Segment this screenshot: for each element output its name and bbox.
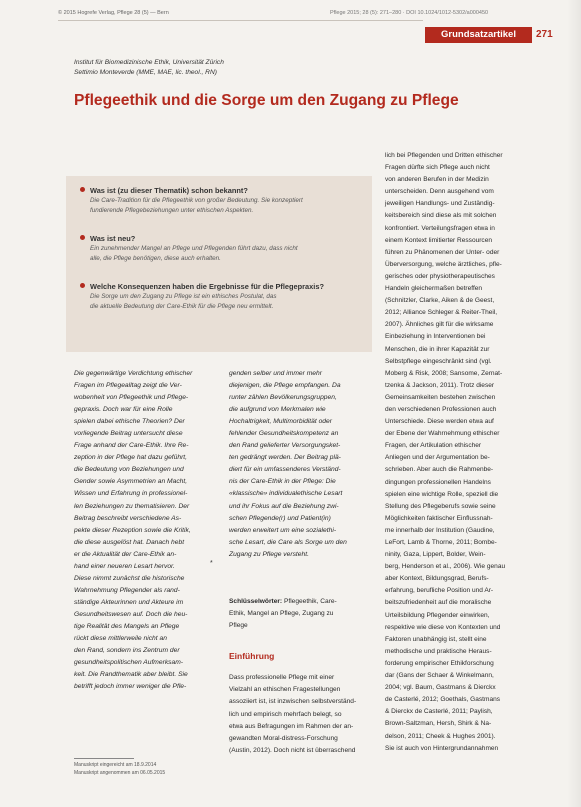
abstract-line: len Beziehungen zu thematisieren. Der: [74, 502, 190, 510]
body-line: jeweiligen Handlungs- und Zuständig-: [385, 200, 495, 208]
intro-text: [229, 672, 369, 757]
body-line: unterscheiden. Denn ausgehend vom: [385, 188, 494, 196]
body-line: einem Kontext limitierter Ressourcen: [385, 236, 492, 244]
abstract-line: vorliegende Beitrag untersucht diese: [74, 430, 183, 438]
abstract-line: fehlender Gesundheitskompetenz an: [229, 430, 339, 438]
body-line: Menschen, die in ihrer Kapazität zur: [385, 345, 490, 353]
footnote: [74, 762, 165, 777]
body-line: Unterschiede. Diese werden etwa auf: [385, 418, 494, 426]
abstract-line: hand einer neueren Lesart hervor.: [74, 562, 175, 570]
key-question: Was ist neu?: [90, 234, 136, 243]
body-line: forderung empirischer Ethikforschung: [385, 659, 494, 667]
journal-header-right: Pflege 2015; 28 (5): 271–280 · DOI 10.1024/1012-5302/a000450: [330, 10, 489, 16]
abstract-line: diejenigen, die Pflege empfangen. Da: [229, 382, 341, 390]
key-item: [80, 282, 324, 312]
body-line: LeFort, Lamb & Thorne, 2011; Bombe-: [385, 539, 497, 546]
body-line: 2012; Alliance Schleger & Reiter-Theil,: [385, 309, 498, 317]
keywords-text: Ethik, Mangel an Pflege, Zugang zu: [229, 610, 334, 617]
key-answer-line: alle, die Pflege benötigen, diese auch erhalten.: [90, 254, 221, 262]
keywords-label: Schlüsselwörter:: [229, 598, 283, 605]
body-line: & Dierckx de Casterlé, 2011; Paylish,: [385, 708, 493, 716]
abstract-line: den Rand gelieferter Versorgungsket-: [229, 442, 341, 450]
body-line: lich bei Pflegenden und Dritten ethischer: [385, 152, 503, 159]
abstract-line: betrifft jedoch immer weniger die Pfle-: [74, 683, 187, 691]
key-question: Welche Konsequenzen haben die Ergebnisse für die Pflegepraxis?: [90, 282, 324, 291]
abstract-line: pekte dieser Rezeption sowie die Kritik,: [74, 526, 191, 534]
abstract-line: gesundheitspolitischen Aufmerksam-: [74, 659, 184, 667]
abstract-line: Hochaltrigkeit, Multimorbidität oder: [229, 418, 332, 426]
body-line: Sie ist auch von Hintergrundannahmen: [385, 744, 499, 752]
abstract-line: den Rand, sondern ins Zentrum der: [74, 647, 180, 655]
body-line: respektive wie diese von Kontexten und: [385, 623, 501, 631]
keywords: [229, 596, 369, 632]
body-line: 2007). Ähnliches gilt für die wirksame: [385, 321, 494, 329]
abstract-line: rückt diese mittlerweile nicht an: [74, 635, 167, 643]
key-answer: [90, 196, 303, 216]
body-line: führen zu Phänomenen der Unter- oder: [385, 248, 500, 256]
abstract-line: ständige Akteurinnen und Akteure im: [74, 598, 184, 606]
body-line: konfrontiert. Verteilungsfragen etwa in: [385, 224, 495, 232]
footnote-divider: [74, 758, 134, 759]
abstract-line: wobenheit von Pflegeethik und Pflege-: [74, 394, 189, 402]
section-label: Grundsatzartikel: [425, 27, 532, 43]
abstract-column-1: [74, 368, 210, 693]
bullet-icon: [80, 235, 85, 240]
body-line: me innerhalb der Institution (Gaudine,: [385, 526, 495, 534]
keywords-text: Pflegeethik, Care-: [282, 598, 337, 605]
abstract-line: runter zählen Bevölkerungsgruppen,: [229, 394, 337, 402]
body-line: von anderen Berufen in der Medizin: [385, 176, 489, 184]
abstract-line: diert für ein umfassenderes Verständ-: [229, 466, 341, 474]
abstract-line: Beitrag beschreibt verschiedene As-: [74, 514, 182, 522]
annotation-marker: *: [210, 560, 213, 567]
article-title: Pflegeethik und die Sorge um den Zugang zu Pflege: [74, 92, 459, 109]
body-line: Handeln gleichermaßen betreffen: [385, 285, 483, 293]
affiliation-line: Institut für Biomedizinische Ethik, Universität Zürich: [74, 59, 224, 66]
body-line: Anliegen und der Argumentation be-: [385, 454, 490, 462]
abstract-line: und ihr Fokus auf die Beziehung zwi-: [229, 502, 339, 510]
key-answer-line: Die Care-Tradition für die Pflegeethik von großer Bedeutung. Sie konzeptiert: [90, 197, 303, 204]
footnote-line: Manuskript angenommen am 06.05.2015: [74, 769, 166, 776]
key-answer-line: Die Sorge um den Zugang zu Pflege ist ein ethisches Postulat, das: [90, 293, 277, 300]
author-affiliation: [74, 58, 224, 78]
body-line: delson, 2011; Cheek & Hughes 2001).: [385, 732, 496, 740]
abstract-line: Wissen und Erfahrung in professionel-: [74, 490, 188, 498]
abstract-line: keit. Die Randthematik aber bleibt. Sie: [74, 671, 188, 679]
body-line: aber Kontext, Bildungsgrad, Berufs-: [385, 575, 489, 583]
body-line: etwa aus Befragungen im Rahmen der an-: [229, 722, 354, 730]
abstract-line: sche Lesart, die Care als Sorge um den: [229, 538, 347, 546]
body-line: 2004; vgl. Baum, Gastmans & Dierckx: [385, 684, 496, 692]
key-answer: [90, 244, 298, 264]
body-line: de Casterlé, 2012; Goethals, Gastmans: [385, 696, 500, 704]
abstract-line: genden selber und immer mehr: [229, 370, 322, 377]
author-name: Settimio Monteverde (MME, MAE, lic. theol., RN): [74, 69, 217, 76]
abstract-line: er die Aktualität der Care-Ethik an-: [74, 550, 177, 558]
body-line: Selbstpflege eingeschränkt sind (vgl.: [385, 357, 492, 365]
body-line: lich und empirisch mehrfach belegt, so: [229, 710, 342, 718]
body-line: Urteilsbildung Pflegender einwirken,: [385, 611, 490, 619]
body-line: Überversorgung, welche ärztliches, pfle-: [385, 260, 502, 268]
key-answer: [90, 292, 324, 312]
abstract-line: tige Realität des Mangels an Pflege: [74, 622, 180, 630]
section-heading: Einführung: [229, 651, 275, 661]
body-line: schrieben. Aber auch die Rahmenbe-: [385, 466, 494, 474]
footnote-line: Manuskript eingereicht am 18.9.2014: [74, 762, 157, 768]
abstract-line: werden erweitert um eine sozialethi-: [229, 526, 337, 534]
body-line: Vielzahl an ethischen Fragestellungen: [229, 686, 341, 694]
body-line: keitsbereich sind diese als mit solchen: [385, 212, 497, 220]
body-line: gewandten Moral-distress-Forschung: [229, 735, 338, 743]
key-questions-box: [66, 176, 372, 352]
abstract-line: Fragen im Pflegealltag zeigt die Ver-: [74, 382, 182, 390]
body-line: gerisches oder physiotherapeutisches: [385, 272, 495, 280]
abstract-line: Die gegenwärtige Verdichtung ethischer: [74, 370, 193, 377]
bullet-icon: [80, 283, 85, 288]
body-line: dar (Gans der Schaer & Winkelmann,: [385, 672, 494, 680]
body-line: der Ebene der Wahrnehmung ethischer: [385, 430, 500, 438]
key-item: [80, 234, 298, 264]
key-item: [80, 186, 303, 216]
abstract-line: die Bedeutung von Beziehungen und: [74, 466, 184, 474]
bullet-icon: [80, 187, 85, 192]
body-line: Stellung des Pflegeberufs sowie seine: [385, 502, 496, 510]
abstract-column-2: [229, 368, 369, 561]
page-edge-shadow: [567, 0, 581, 807]
key-question: Was ist (zu dieser Thematik) schon bekannt?: [90, 186, 248, 195]
abstract-line: die aufgrund von Merkmalen wie: [229, 406, 326, 414]
abstract-line: gepraxis. Doch war für eine Rolle: [74, 406, 173, 414]
abstract-line: die diese ausgelöst hat. Danach hebt: [74, 538, 185, 546]
body-line: Möglichkeiten faktischer Einflussnah-: [385, 514, 493, 522]
abstract-line: Diese nimmt zunächst die historische: [74, 574, 185, 582]
body-line: Einbeziehung in Interventionen bei: [385, 333, 486, 341]
body-line: tzenka & Jackson, 2011). Trotz dieser: [385, 381, 495, 389]
body-line: dingungen professionellen Handelns: [385, 478, 491, 486]
abstract-line: Wahrnehmung Pflegender als rand-: [74, 586, 180, 594]
body-line: erfahrung, berufliche Position und Ar-: [385, 587, 494, 595]
body-line: Moberg & Risk, 2008; Sansome, Zernat-: [385, 369, 503, 377]
abstract-line: «klassische» individualethische Lesart: [229, 490, 343, 498]
abstract-line: zeption in der Pflege hat dazu geführt,: [74, 454, 188, 462]
body-line: Fragen dürfte sich Pflege auch nicht: [385, 164, 490, 172]
body-text-right-column: [385, 150, 531, 755]
abstract-line: spielen dabei ethische Theorien? Der: [74, 418, 185, 426]
body-line: assoziiert ist, ist inzwischen selbstverständ-: [229, 698, 357, 706]
body-line: (Schnitzler, Clarke, Aiken & de Geest,: [385, 297, 495, 305]
body-line: ninity, Gaza, Lippert, Bolder, Wein-: [385, 551, 486, 559]
abstract-line: Gesundheitswesen auf. Doch die heu-: [74, 610, 188, 618]
body-line: berg, Henderson et al., 2006). Wie genau: [385, 563, 506, 571]
page-number: 271: [536, 29, 553, 40]
abstract-line: ten gedrängt werden. Der Beitrag plä-: [229, 454, 341, 462]
header-divider: [58, 20, 423, 21]
key-answer-line: fundierende Pflegebeziehungen unter ethischen Aspekten.: [90, 206, 254, 214]
abstract-line: Zugang zu Pflege versteht.: [229, 550, 309, 558]
body-line: spielen eine wichtige Rolle, speziell die: [385, 490, 499, 498]
body-line: beitszufriedenheit auf die moralische: [385, 599, 492, 607]
body-line: methodische und praktische Heraus-: [385, 647, 492, 655]
body-line: (Austin, 2012). Doch nicht ist überraschend: [229, 747, 356, 755]
keywords-text: Pflege: [229, 622, 248, 629]
body-line: Gemeinsamkeiten bestehen zwischen: [385, 393, 496, 401]
key-answer-line: Ein zunehmender Mangel an Pflege und Pflegenden führt dazu, dass nicht: [90, 245, 298, 252]
abstract-line: Frage anhand der Care-Ethik. Ihre Re-: [74, 442, 189, 450]
body-line: Faktoren unabhängig ist, stellt eine: [385, 635, 487, 643]
body-line: Brown-Saltzman, Hersh, Shirk & Na-: [385, 720, 492, 728]
key-answer-line: die aktuelle Bedeutung der Care-Ethik für die Pflege neu ermittelt.: [90, 302, 274, 310]
body-line: Fragen, der Artikulation ethischer: [385, 442, 482, 450]
abstract-line: schen Pflegende(r) und Patient(in): [229, 514, 331, 522]
journal-header-left: © 2015 Hogrefe Verlag, Pflege 28 (5) — Bern: [58, 10, 169, 16]
body-line: Dass professionelle Pflege mit einer: [229, 674, 335, 681]
abstract-line: nis der Care-Ethik in der Pflege: Die: [229, 478, 336, 486]
abstract-line: Gender sowie Asymmetrien an Macht,: [74, 478, 188, 486]
body-line: den verschiedenen Professionen auch: [385, 405, 497, 413]
